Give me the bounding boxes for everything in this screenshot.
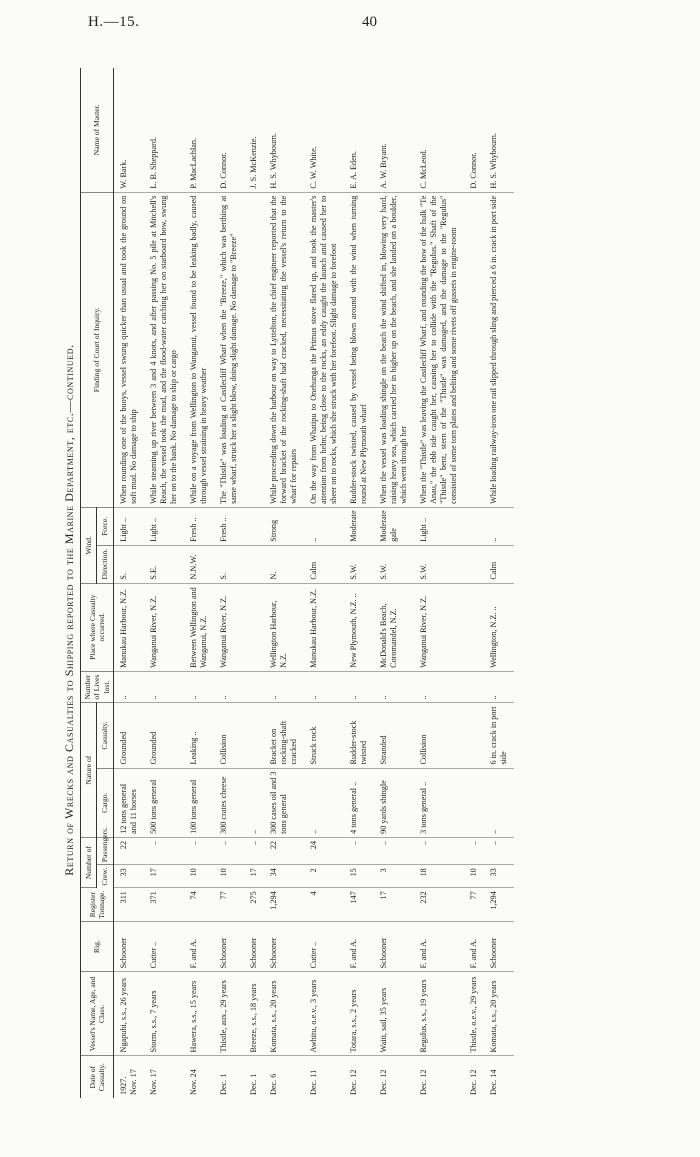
cell-passengers: .. [414,837,464,864]
cell-cargo: 300 cases oil and 3 tons general [264,768,304,837]
cell-date: Dec. 12 [468,1069,478,1095]
cell-rig: F. and A. [184,921,214,971]
cell-wind-force: .. [304,507,344,545]
cell-wind-direction: N.N.W. [184,545,214,583]
cell-crew: 34 [264,865,304,888]
cell-wind-direction [244,545,264,583]
cell-tonnage: 1,294 [484,888,514,922]
cell-crew: 10 [214,865,244,888]
cell-tonnage: 147 [344,888,374,922]
col-direction: Direction. [97,545,113,583]
table-row [264,68,304,1098]
cell-cargo: 12 tons general and 11 horses [113,768,144,837]
cell-master: H. S. Whybourn. [484,68,514,192]
cell-place: Wellington, N.Z. .. [484,583,514,671]
cell-lives-lost: .. [214,671,244,703]
cell-cargo: .. [244,768,264,837]
cell-wind-force: .. [484,507,514,545]
table-row [244,68,264,1098]
cell-master: A. W. Bryant. [374,68,414,192]
cell-rig: Schooner [113,921,144,971]
cell-tonnage: 77 [464,888,484,922]
cell-passengers: .. [464,837,484,864]
cell-casualty: Stranded [374,703,414,768]
cell-casualty: Leaking .. [184,703,214,768]
cell-vessel: Totara, s.s., 2 years [344,972,374,1056]
cell-lives-lost: .. [414,671,464,703]
col-date: Date of Casualty. [81,1056,114,1098]
cell-cargo: .. [484,768,514,837]
cell-rig: F. and A. [414,921,464,971]
cell-rig: Schooner [244,921,264,971]
cell-wind-direction: Calm [484,545,514,583]
cell-vessel: Ngapuhi, s.s., 26 years [113,972,144,1056]
cell-place: Wellington Harbour, N.Z. [264,583,304,671]
cell-finding: When the "Thistle" was leaving the Castlecliff Wharf, and rounding the bow of the hulk "Te Anau," the ebb tide caught her, causing her to collide with the "Regulus." Shaft of the "Thistle" bent, stern of the "Thistle" was damaged, and the damage to the "Regulus" consisted of some torn plates and belting and some rivets off gussets in engine-room [414,192,464,507]
table-row [214,68,244,1098]
cell-date: Dec. 1 [218,1073,228,1095]
cell-rig: Cutter .. [304,921,344,971]
cell-place: New Plymouth, N.Z. .. [344,583,374,671]
cell-vessel: Hawera, s.s., 15 years [184,972,214,1056]
cell-tonnage: 311 [113,888,144,922]
col-nature-of: Nature of [81,703,97,838]
cell-wind-force: Moderate gale [374,507,414,545]
cell-crew: 18 [414,865,464,888]
col-passengers: Passengers. [97,837,113,864]
cell-master: H. S. Whybourn. [264,68,304,192]
cell-date: Dec. 12 [418,1069,428,1095]
table-row [144,68,184,1098]
cell-wind-direction: S. [113,545,144,583]
cell-wind-force [244,507,264,545]
cell-vessel: Waiti, sail, 35 years [374,972,414,1056]
cell-passengers: .. [484,837,514,864]
table-title: Return of Wrecks and Casualties to Shipping reported to the Marine Department, etc.—continued. [62,344,76,876]
cell-cargo: 500 tons general [144,768,184,837]
cell-casualty: 6 in. crack in port side [484,703,514,768]
col-number-of: Number of [81,837,97,887]
cell-cargo: 300 crates cheese [214,768,244,837]
cell-crew: 10 [184,865,214,888]
cell-casualty: Bracket on rocking-shaft cracked [264,703,304,768]
cell-passengers: .. [244,837,264,864]
cell-vessel: Thistle, o.e.v., 29 years [464,972,484,1056]
cell-tonnage: 74 [184,888,214,922]
cell-rig: Schooner [374,921,414,971]
cell-vessel: Breeze, s.s., 18 years [244,972,264,1056]
cell-place: Wanganui River, N.Z. [414,583,464,671]
table-row [414,68,464,1098]
cell-date: Dec. 6 [268,1073,278,1095]
col-force: Force. [97,507,113,545]
cell-vessel: Regulus, s.s., 19 years [414,972,464,1056]
cell-vessel: Storm, s.s., 7 years [144,972,184,1056]
wrecks-table [80,68,514,1098]
cell-casualty: Struck rock [304,703,344,768]
cell-casualty: Grounded [144,703,184,768]
cell-rig: F. and A. [344,921,374,971]
cell-crew: 33 [484,865,514,888]
cell-tonnage: 4 [304,888,344,922]
cell-casualty: Grounded [113,703,144,768]
cell-date: Dec. 14 [488,1069,498,1095]
cell-wind-force: Light .. [144,507,184,545]
col-crew: Crew. [97,865,113,888]
cell-passengers: 22 [264,837,304,864]
cell-wind-force: Light .. [414,507,464,545]
cell-tonnage: 77 [214,888,244,922]
cell-tonnage: 17 [374,888,414,922]
cell-rig: Schooner [264,921,304,971]
cell-master: D. Connor. [464,68,484,192]
cell-finding: When rounding one of the buoys, vessel swung quicker than usual and took the ground on soft mud. No damage to ship [113,192,144,507]
cell-wind-direction: Calm [304,545,344,583]
cell-place: Wanganui River, N.Z. [144,583,184,671]
page-number: 40 [362,14,377,30]
cell-master: E. A. Eden. [344,68,374,192]
cell-tonnage: 232 [414,888,464,922]
cell-finding: The "Thistle" was loading at Castlecliff Wharf when the "Breeze," which was berthing at same wharf, struck her a slight blow, doing slight damage. No damage to "Breeze" [214,192,244,507]
cell-cargo: 4 tons general .. [344,768,374,837]
cell-lives-lost: .. [184,671,214,703]
cell-wind-force: Fresh .. [214,507,244,545]
col-wind: Wind. [81,507,97,583]
cell-crew: 15 [344,865,374,888]
cell-wind-direction: S. [214,545,244,583]
cell-master: L. B. Sheppard. [144,68,184,192]
col-place: Place where Casualty occurred. [81,583,114,671]
cell-lives-lost: .. [374,671,414,703]
cell-wind-direction: N. [264,545,304,583]
cell-rig: Schooner [214,921,244,971]
cell-vessel: Thistle, aux., 29 years [214,972,244,1056]
cell-wind-direction: S.W. [374,545,414,583]
cell-tonnage: 371 [144,888,184,922]
cell-crew: 10 [464,865,484,888]
cell-date: Dec. 12 [348,1069,358,1095]
cell-finding: While on a voyage from Wellington to Wanganui, vessel found to be leaking badly, caused through vessel straining in heavy weather [184,192,214,507]
cell-master: P. MacLachlan. [184,68,214,192]
cell-vessel: Komata, s.s., 20 years [264,972,304,1056]
cell-passengers: .. [214,837,244,864]
cell-wind-force: Light .. [113,507,144,545]
cell-cargo: 100 tons general [184,768,214,837]
cell-master: C. W. White. [304,68,344,192]
table-row [184,68,214,1098]
cell-wind-force: Fresh .. [184,507,214,545]
cell-casualty: Rudder-stock twisted [344,703,374,768]
cell-crew: 17 [144,865,184,888]
cell-wind-force: Moderate [344,507,374,545]
cell-date: Nov. 17 [148,1069,158,1095]
cell-passengers: .. [374,837,414,864]
cell-crew: 33 [113,865,144,888]
cell-lives-lost: .. [144,671,184,703]
cell-wind-force [464,507,484,545]
cell-vessel: Awhitu, o.e.v., 3 years [304,972,344,1056]
cell-master: D. Connor. [214,68,244,192]
cell-wind-direction: S.W. [344,545,374,583]
col-vessel: Vessel's Name, Age, and Class. [81,972,114,1056]
cell-passengers: .. [184,837,214,864]
table-body [113,68,514,1098]
cell-date: Dec. 12 [378,1069,388,1095]
page-ref: H.—15. [88,14,140,30]
col-master: Name of Master. [81,68,114,192]
col-rig: Rig. [81,921,114,971]
cell-finding: While steaming up river between 3 and 4 knots, and after passing No. 5 pile at Mitchell's Reach, the vessel took the mud, and the flood-water catching her on starboard bow, swung her on to the bank. No damage to ship or cargo [144,192,184,507]
cell-finding: Rudder-stock twisted, caused by vessel being blown around with the wind when turning round at New Plymouth wharf [344,192,374,507]
cell-crew: 3 [374,865,414,888]
table-row [484,68,514,1098]
cell-wind-force: Strong [264,507,304,545]
cell-place: Manukau Harbour, N.Z. [304,583,344,671]
cell-lives-lost: .. [113,671,144,703]
cell-vessel: Komata, s.s., 20 years [484,972,514,1056]
cell-passengers: .. [344,837,374,864]
cell-passengers: .. [144,837,184,864]
cell-lives-lost: .. [304,671,344,703]
cell-master: W. Bark. [113,68,144,192]
cell-finding [244,192,264,507]
cell-place: Wanganui River, N.Z. [214,583,244,671]
cell-rig: Schooner [484,921,514,971]
cell-lives-lost: .. [344,671,374,703]
cell-rig: F. and A. [464,921,484,971]
cell-cargo: .. [304,768,344,837]
cell-lives-lost [244,671,264,703]
cell-cargo [464,768,484,837]
cell-finding: While proceeding down the harbour on way to Lyttelton, the chief engineer reported that the forward bracket of the rocking-shaft had cracked, necessitating the vessel's return to the wharf for repairs [264,192,304,507]
cell-date: Dec. 11 [308,1069,318,1095]
cell-finding: On the way from Whatipu to Onehunga the Primus stove flared up, and took the master's attention from helm; being close to the rocks, an eddy caught the launch and caused her to sheer on to rocks, which she struck with her forefoot. Slight damage to forefoot [304,192,344,507]
cell-passengers: 24 [304,837,344,864]
cell-lives-lost: .. [484,671,514,703]
wrecks-table-container [80,68,685,1098]
cell-casualty [244,703,264,768]
col-cargo: Cargo. [97,768,113,837]
cell-place: McDonald's Beach, Coromandel, N.Z. [374,583,414,671]
cell-rig: Cutter .. [144,921,184,971]
cell-wind-direction: S.E. [144,545,184,583]
table-row [344,68,374,1098]
cell-tonnage: 1,294 [264,888,304,922]
cell-casualty [464,703,484,768]
cell-place [464,583,484,671]
col-tonnage: Register Tonnage. [81,888,114,922]
cell-wind-direction [464,545,484,583]
cell-passengers: 22 [113,837,144,864]
table-row [374,68,414,1098]
cell-wind-direction: S.W. [414,545,464,583]
cell-finding: While loading railway-iron one rail slipped through sling and pierced a 6 in. crack in port side [484,192,514,507]
cell-crew: 2 [304,865,344,888]
cell-date: 1927. Nov. 17 [118,1069,138,1095]
table-row [304,68,344,1098]
cell-master: J. S. McKenzie. [244,68,264,192]
col-lives-lost: Number of Lives lost. [81,671,114,703]
cell-place [244,583,264,671]
cell-cargo: 90 yards shingle [374,768,414,837]
cell-date: Dec. 1 [248,1073,258,1095]
cell-lives-lost: .. [264,671,304,703]
cell-master: C. McLeod. [414,68,464,192]
cell-lives-lost [464,671,484,703]
cell-finding: When the vessel was loading shingle on the beach the wind shifted in, blowing very hard, raising heavy sea, which carried her in higher up on the beach, and she landed on a boulder, which went through her [374,192,414,507]
cell-crew: 17 [244,865,264,888]
cell-place: Manukau Harbour, N.Z. [113,583,144,671]
col-casualty: Casualty. [97,703,113,768]
cell-casualty: Collision [214,703,244,768]
cell-tonnage: 275 [244,888,264,922]
cell-date: Nov. 24 [188,1069,198,1095]
cell-place: Between Wellington and Wanganui, N.Z. [184,583,214,671]
col-finding: Finding of Court of Inquiry. [81,192,114,507]
table-row [113,68,144,1098]
cell-casualty: Collision [414,703,464,768]
cell-finding [464,192,484,507]
cell-cargo: 3 tons general .. [414,768,464,837]
table-row [464,68,484,1098]
